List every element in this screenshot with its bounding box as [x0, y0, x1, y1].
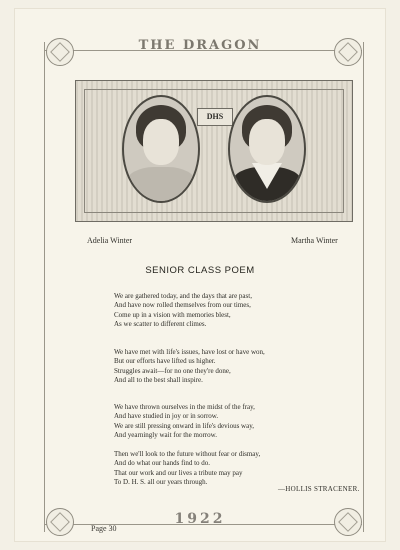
caption-left-name: Adelia Winter	[87, 236, 133, 245]
poem-line: Then we'll look to the future without fear or dismay,	[114, 450, 261, 458]
poem-author: —HOLLIS STRACENER.	[278, 485, 360, 493]
poem-title: SENIOR CLASS POEM	[145, 265, 255, 276]
page-number: Page 30	[91, 524, 117, 533]
poem-line: As we scatter to different climes.	[114, 320, 207, 329]
poem-line: We have met with life's issues, have lost or have won,	[114, 348, 265, 356]
poem-stanza-2	[114, 348, 374, 386]
footer-year: 1922	[174, 511, 226, 527]
poem-line: We are still pressing onward in life's devious way,	[114, 421, 255, 430]
portrait-right	[228, 95, 306, 203]
poem-line: To D. H. S. all our years through.	[114, 478, 208, 487]
poem-line: Struggles await—for no one they're done,	[114, 366, 231, 375]
poem-line: And do what our hands find to do.	[114, 459, 211, 468]
portrait-face	[249, 119, 285, 165]
poem-line: But our efforts have lifted us higher.	[114, 357, 216, 366]
poem-line: Come up in a vision with memories blest,	[114, 310, 231, 319]
poem-line: We are gathered today, and the days that are past,	[114, 292, 252, 300]
caption-right-name: Martha Winter	[291, 236, 338, 245]
poem-line: And all to the best shall inspire.	[114, 376, 203, 385]
poem-line: And yearningly wait for the morrow.	[114, 431, 217, 440]
portrait-plate	[75, 80, 353, 222]
portrait-face	[143, 119, 179, 165]
poem-line: We have thrown ourselves in the midst of the fray,	[114, 403, 255, 411]
poem-stanza-1	[114, 292, 374, 330]
poem-line: That our work and our lives a tribute may pay	[114, 468, 243, 477]
yearbook-title: THE DRAGON	[138, 38, 262, 53]
poem-stanza-3	[114, 403, 374, 441]
plate-monogram: DHS	[197, 108, 233, 126]
portrait-left	[122, 95, 200, 203]
poem-line: And have now rolled themselves from our times,	[114, 301, 251, 310]
poem-line: And have studied in joy or in sorrow.	[114, 412, 219, 421]
poem-stanza-4	[114, 450, 374, 488]
portrait-shoulders	[126, 167, 196, 203]
